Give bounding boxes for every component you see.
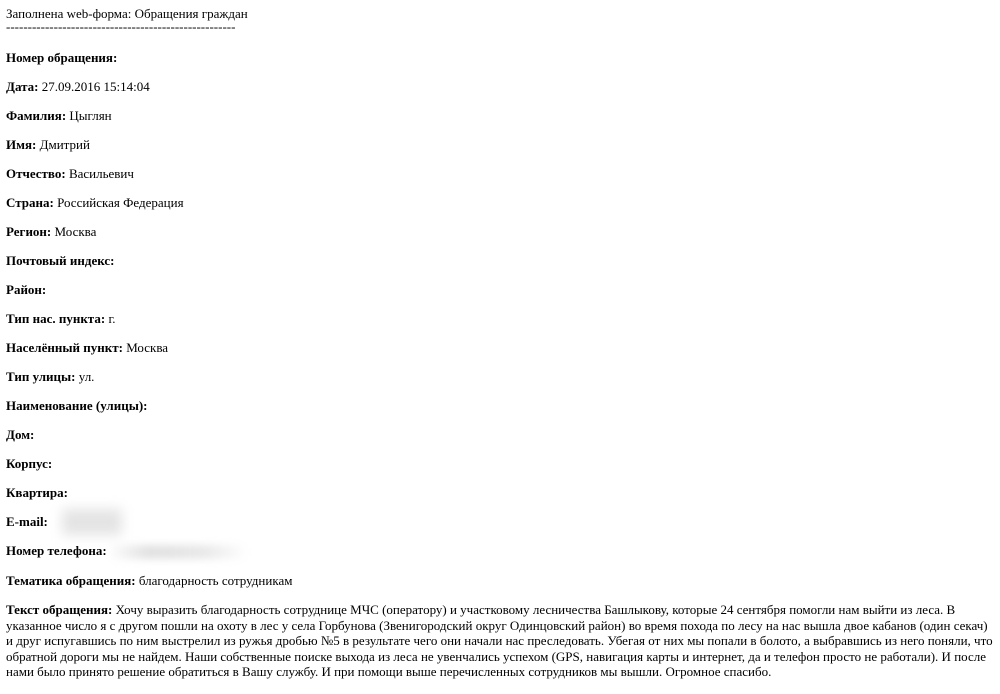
field-topic — [6, 573, 994, 588]
field-country — [6, 195, 994, 210]
field-apartment-label: Квартира: — [6, 485, 68, 500]
field-date-label: Дата: — [6, 79, 39, 94]
field-message-value: Хочу выразить благодарность сотруднице МЧС (оператору) и участковому лесничества Башлыкову, которые 24 сентября помогли нам выйти из леса. В указанное число я с другом пошли на охоту в лес у села Горбунова (Звенигородский округ Одинцовский район) во время похода по лесу на нас вышла двое кабанов (один секач) и друг испугавшись по ним выстрелил из ружья дробью №5 в результате чего они начали нас преследовать. Убегая от них мы попали в болото, а выбравшись из него поняли, что обратной дороги мы не найдем. Наши собственные поиске выхода из леса не увенчались успехом (GPS, навигация карты и интернет, да и телефон просто не работали). И после нами было принято решение обратиться в Вашу службу. И при помощи выше перечисленных сотрудников мы вышли. Огромное спасибо. — [6, 602, 993, 680]
field-region-label: Регион: — [6, 224, 52, 239]
field-name-label: Имя: — [6, 137, 37, 152]
field-country-value: Российская Федерация — [57, 195, 184, 210]
field-topic-label: Тематика обращения: — [6, 573, 136, 589]
field-email — [6, 514, 994, 529]
field-region-value: Москва — [54, 224, 97, 239]
redacted-email-blur — [62, 509, 122, 535]
email-body — [6, 6, 994, 694]
page-title: Заполнена web-форма: Обращения граждан — [6, 6, 248, 21]
field-district-label: Район: — [6, 282, 47, 297]
field-house — [6, 427, 994, 442]
field-settlement-type-label: Тип нас. пункта: — [6, 311, 106, 326]
field-street-type-value: ул. — [78, 369, 95, 384]
field-district — [6, 282, 994, 297]
field-street-type-label: Тип улицы: — [6, 369, 76, 384]
field-settlement-label: Населённый пункт: — [6, 340, 123, 355]
field-postal — [6, 253, 994, 268]
field-message — [6, 602, 994, 680]
field-number — [6, 50, 994, 65]
field-phone — [6, 543, 994, 559]
field-building — [6, 456, 994, 471]
field-email-label: E-mail: — [6, 514, 48, 529]
field-name — [6, 137, 994, 152]
field-name-value: Дмитрий — [39, 137, 90, 152]
field-date-value: 27.09.2016 15:14:04 — [41, 79, 150, 94]
field-number-label: Номер обращения: — [6, 50, 118, 65]
field-message-label: Текст обращения: — [6, 602, 113, 618]
separator-line: ----------------------------------------------------- — [6, 19, 236, 34]
field-postal-label: Почтовый индекс: — [6, 253, 115, 268]
field-house-label: Дом: — [6, 427, 35, 442]
field-patronymic-value: Васильевич — [68, 166, 134, 181]
field-street-name — [6, 398, 994, 413]
field-settlement — [6, 340, 994, 355]
field-surname-value: Цыглян — [69, 108, 112, 123]
field-patronymic — [6, 166, 994, 181]
field-surname-label: Фамилия: — [6, 108, 67, 123]
field-patronymic-label: Отчество: — [6, 166, 66, 181]
redacted-phone-blur — [107, 545, 247, 559]
field-street-type — [6, 369, 994, 384]
field-settlement-value: Москва — [126, 340, 169, 355]
field-phone-label: Номер телефона: — [6, 543, 107, 558]
field-settlement-type — [6, 311, 994, 326]
field-surname — [6, 108, 994, 123]
field-date — [6, 79, 994, 94]
field-street-name-label: Наименование (улицы): — [6, 398, 148, 413]
field-topic-value: благодарность сотрудникам — [138, 573, 293, 589]
field-country-label: Страна: — [6, 195, 54, 210]
field-building-label: Корпус: — [6, 456, 53, 471]
field-settlement-type-value: г. — [108, 311, 116, 326]
field-apartment — [6, 485, 994, 500]
field-region — [6, 224, 994, 239]
